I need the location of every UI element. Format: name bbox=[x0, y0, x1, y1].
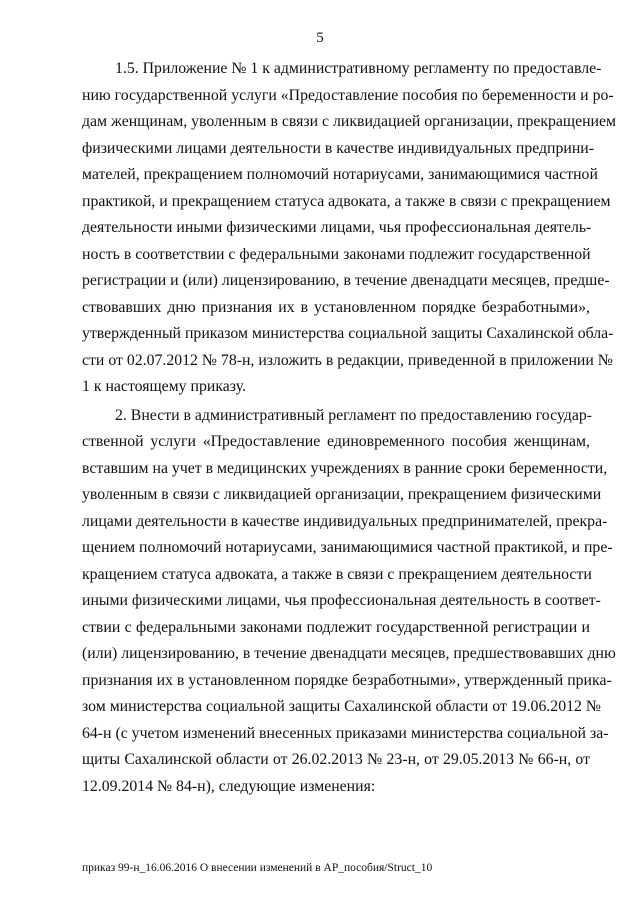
text-line: сти от 02.07.2012 № 78-н, изложить в редакции, приведенной в приложении № bbox=[82, 351, 613, 369]
document-body bbox=[82, 56, 617, 800]
text-line: нию государственной услуги «Предоставление пособия по беременности и ро- bbox=[82, 86, 614, 104]
text-line: признания их в установленном порядке безработными», утвержденный прика- bbox=[82, 671, 612, 689]
text-line: регистрации и (или) лицензированию, в течение двенадцати месяцев, предше- bbox=[82, 272, 610, 289]
text-line: 1.5. Приложение № 1 к административному регламенту по предоставле- bbox=[115, 60, 602, 77]
text-line: практикой, и прекращением статуса адвоката, а также в связи с прекращением bbox=[82, 192, 611, 210]
page-number: 5 bbox=[316, 30, 324, 46]
text-line: ствовавших дню признания их в установленном порядке безработными», bbox=[82, 298, 590, 316]
text-line: щением полномочий нотариусами, занимающимися частной практикой, и пре- bbox=[82, 539, 613, 556]
text-line: вставшим на учет в медицинских учреждениях в ранние сроки беременности, bbox=[82, 459, 608, 477]
paragraph-2 bbox=[82, 403, 616, 801]
text-line: (или) лицензированию, в течение двенадцати месяцев, предшествовавших дню bbox=[82, 645, 616, 662]
text-line: иными физическими лицами, чья профессиональная деятельность в соответ- bbox=[82, 592, 601, 609]
paragraph-1-5 bbox=[82, 56, 617, 401]
text-line: дам женщинам, уволенным в связи с ликвидацией организации, прекращением bbox=[82, 113, 617, 130]
text-line: кращением статуса адвоката, а также в связи с прекращением деятельности bbox=[82, 565, 592, 583]
text-line: 2. Внести в административный регламент по предоставлению государ- bbox=[115, 406, 593, 424]
text-line: физическими лицами деятельности в качестве индивидуальных предприни- bbox=[82, 139, 595, 157]
text-line: щиты Сахалинской области от 26.02.2013 № 23-н, от 29.05.2013 № 66-н, от bbox=[82, 751, 590, 768]
text-line: 12.09.2014 № 84-н), следующие изменения: bbox=[82, 777, 376, 795]
text-line: зом министерства социальной защиты Сахалинской области от 19.06.2012 № bbox=[82, 698, 601, 715]
document-footer: приказ 99-н_16.06.2016 О внесении изменений в АР_пособия/Struct_10 bbox=[82, 862, 433, 874]
text-line: утвержденный приказом министерства социальной защиты Сахалинской обла- bbox=[82, 325, 614, 342]
text-line: ственной услуги «Предоставление единовременного пособия женщинам, bbox=[82, 433, 590, 450]
text-line: 1 к настоящему приказу. bbox=[82, 378, 246, 395]
text-line: деятельности иными физическими лицами, чья профессиональная деятель- bbox=[82, 219, 592, 236]
text-line: лицами деятельности в качестве индивидуальных предпринимателей, прекра- bbox=[82, 512, 608, 530]
text-line: уволенным в связи с ликвидацией организации, прекращением физическими bbox=[82, 486, 602, 503]
text-line: ность в соответствии с федеральными законами подлежит государственной bbox=[82, 245, 591, 263]
text-line: 64-н (с учетом изменений внесенных приказами министерства социальной за- bbox=[82, 724, 609, 742]
text-line: ствии с федеральными законами подлежит государственной регистрации и bbox=[82, 618, 590, 636]
text-line: мателей, прекращением полномочий нотариусами, занимающимися частной bbox=[82, 166, 598, 183]
